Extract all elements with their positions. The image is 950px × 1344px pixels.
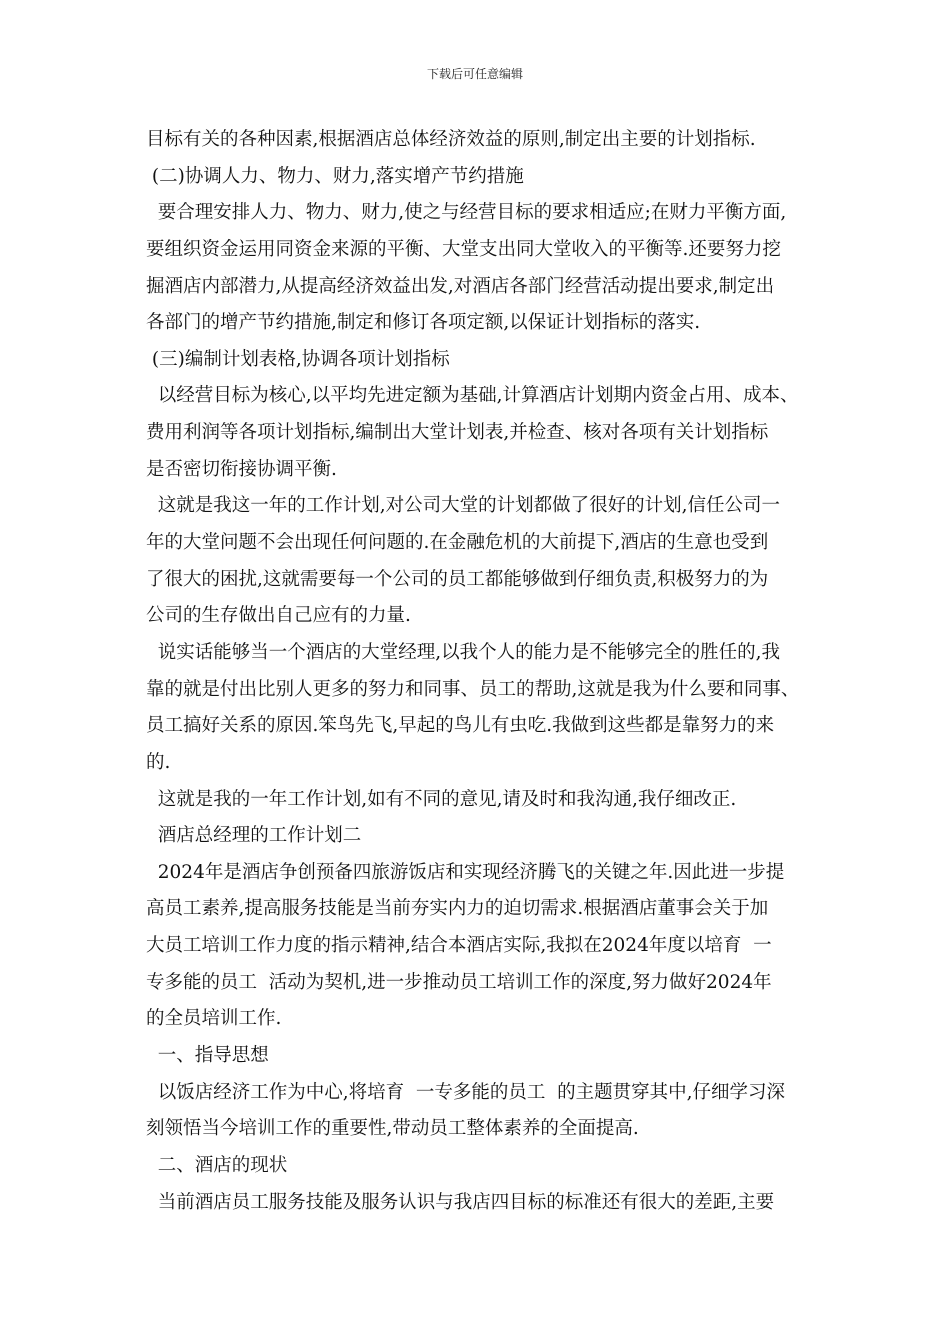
text-line: 员工搞好关系的原因.笨鸟先飞,早起的鸟儿有虫吃.我做到这些都是靠努力的来 — [146, 715, 775, 737]
document-body — [146, 122, 816, 1221]
text-line: 费用利润等各项计划指标,编制出大堂计划表,并检查、核对各项有关计划指标 — [146, 422, 769, 444]
text-line: 2024年是酒店争创预备四旅游饭店和实现经济腾飞的关键之年.因此进一步提 — [146, 861, 785, 883]
section-heading: (二)协调人力、物力、财力,落实增产节约措施 — [146, 165, 524, 187]
text-line: 目标有关的各种因素,根据酒店总体经济效益的原则,制定出主要的计划指标. — [146, 129, 756, 150]
text-line: 以饭店经济工作为中心,将培育 一专多能的员工 的主题贯穿其中,仔细学习深 — [146, 1081, 786, 1103]
text-line: 这就是我的一年工作计划,如有不同的意见,请及时和我沟通,我仔细改正. — [146, 788, 737, 810]
section-title: 酒店总经理的工作计划二 — [146, 825, 362, 847]
page-header: 下载后可任意编辑 — [426, 67, 523, 81]
text-line: 说实话能够当一个酒店的大堂经理,以我个人的能力是不能够完全的胜任的,我 — [146, 641, 781, 663]
text-line: 掘酒店内部潜力,从提高经济效益出发,对酒店各部门经营活动提出要求,制定出 — [146, 275, 775, 297]
text-line: 大员工培训工作力度的指示精神,结合本酒店实际,我拟在2024年度以培育 一 — [146, 935, 772, 957]
text-line: 以经营目标为核心,以平均先进定额为基础,计算酒店计划期内资金占用、成本、 — [146, 385, 799, 407]
text-line: 高员工素养,提高服务技能是当前夯实内力的迫切需求.根据酒店董事会关于加 — [146, 898, 769, 920]
text-line: 当前酒店员工服务技能及服务认识与我店四目标的标准还有很大的差距,主要 — [146, 1191, 775, 1213]
text-line: 的全员培训工作. — [146, 1008, 282, 1030]
text-line: 的. — [146, 751, 171, 773]
text-line: 是否密切衔接协调平衡. — [146, 458, 337, 480]
text-line: 公司的生存做出自己应有的力量. — [146, 605, 411, 627]
text-line: 了很大的困扰,这就需要每一个公司的员工都能够做到仔细负责,积极努力的为 — [146, 568, 769, 590]
text-line: 各部门的增产节约措施,制定和修订各项定额,以保证计划指标的落实. — [146, 312, 701, 334]
section-heading: 一、指导思想 — [146, 1045, 269, 1067]
text-line: 专多能的员工 活动为契机,进一步推动员工培训工作的深度,努力做好2024年 — [146, 971, 772, 993]
text-line: 靠的就是付出比别人更多的努力和同事、员工的帮助,这就是我为什么要和同事、 — [146, 678, 800, 700]
section-heading: 二、酒店的现状 — [146, 1154, 288, 1176]
text-line: 刻领悟当今培训工作的重要性,带动员工整体素养的全面提高. — [146, 1118, 639, 1140]
section-heading: (三)编制计划表格,协调各项计划指标 — [146, 348, 450, 370]
text-line: 要组织资金运用同资金来源的平衡、大堂支出同大堂收入的平衡等.还要努力挖 — [146, 238, 781, 260]
text-line: 这就是我这一年的工作计划,对公司大堂的计划都做了很好的计划,信任公司一 — [146, 495, 781, 517]
text-line: 要合理安排人力、物力、财力,使之与经营目标的要求相适应;在财力平衡方面, — [146, 202, 787, 224]
text-line: 年的大堂问题不会出现任何问题的.在金融危机的大前提下,酒店的生意也受到 — [146, 532, 769, 554]
